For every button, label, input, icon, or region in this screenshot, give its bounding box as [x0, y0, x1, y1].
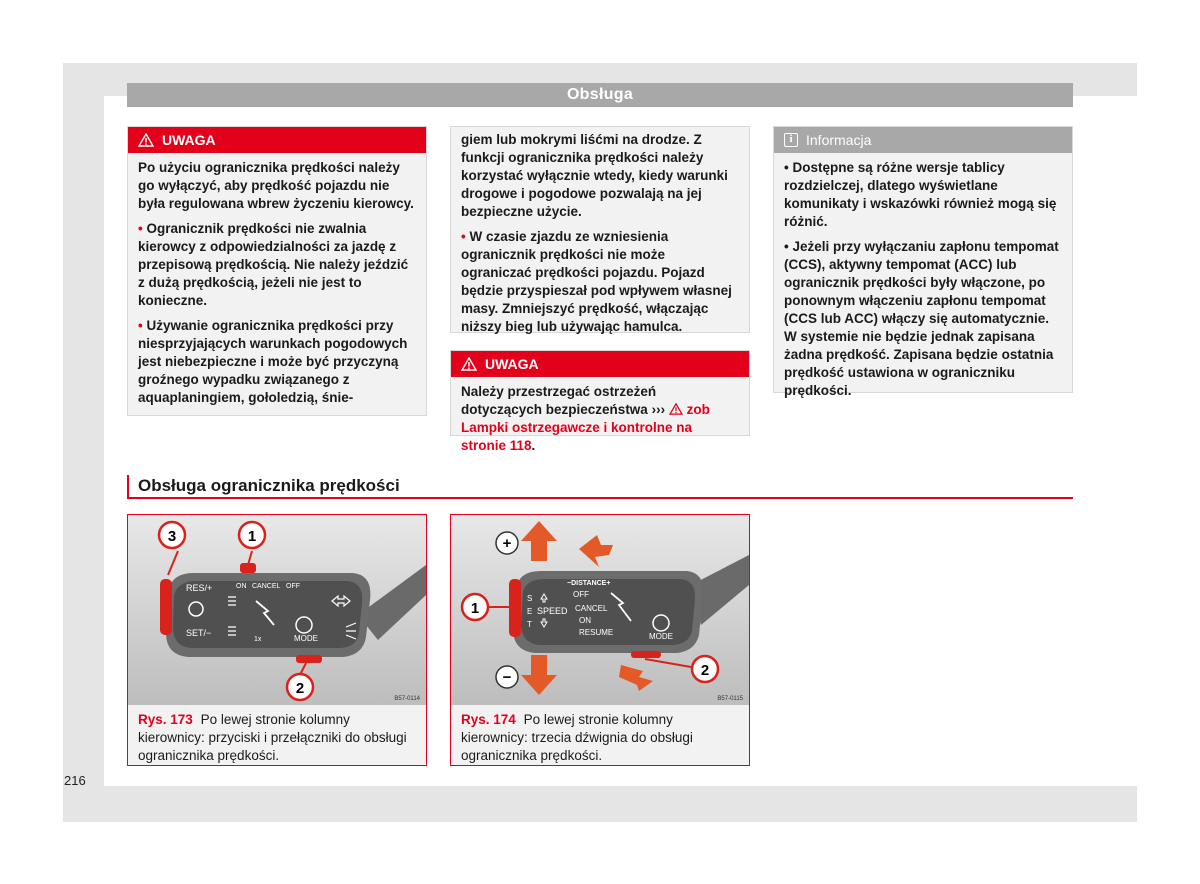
- label-1x: 1x: [254, 636, 262, 643]
- warning-paragraph: • W czasie zjazdu ze wzniesienia ogranicznik prędkości nie może ograniczać prędkości pojazdu. Pojazd będzie przyspieszał pod wpływem własnej masy. Zmniejszyć prędkość, włączając niższy bieg lub używając hamulca.: [461, 229, 732, 334]
- warning-lamps-link[interactable]: zob Lampki ostrzegawcze i kontrolne na stronie 118: [461, 402, 710, 453]
- svg-text:1: 1: [470, 600, 480, 617]
- info-paragraph: • Dostępne są różne wersje tablicy rozdzielczej, dlatego wyświetlane komunikaty i wskazówki również mogą się różnić.: [784, 160, 1057, 229]
- figure-code: B57-0114: [394, 696, 420, 702]
- lever-diagram-174: [451, 515, 749, 705]
- info-box: [773, 126, 1073, 398]
- figure-caption: [128, 705, 426, 765]
- info-header: [774, 127, 1072, 153]
- label-mode: MODE: [649, 632, 673, 641]
- warning-paragraph: • Używanie ogranicznika prędkości przy niesprzyjających warunkach pogodowych jest niebezpieczne i może być przyczyną groźnego wypadku związanego z aquaplaningiem, gołoledzią, śnie-: [138, 318, 408, 405]
- warning-paragraph: • Ogranicznik prędkości nie zwalnia kierowcy z odpowiedzialności za jazdę z przepisową prędkością. Nie należy jeździć z dużą prędkością, jeżeli nie jest to konieczne.: [138, 221, 409, 308]
- lever-diagram-173: [128, 515, 426, 705]
- subsection-title: Obsługa ogranicznika prędkości: [127, 475, 1073, 499]
- warning-triangle-icon: [461, 357, 477, 371]
- label-resume: RESUME: [579, 628, 614, 637]
- svg-text:2: 2: [700, 662, 710, 679]
- label-s: S: [527, 594, 533, 603]
- warning-paragraph: Po użyciu ogranicznika prędkości należy go wyłączyć, aby prędkość pojazdu nie była regulowana wbrew życzeniu kierowcy.: [138, 160, 414, 211]
- figure-ref: Rys. 174: [461, 712, 516, 727]
- label-t: T: [527, 620, 532, 629]
- svg-text:−: −: [502, 669, 512, 686]
- caption-text: Po lewej stronie kolumny kierownicy: trzecia dźwignia do obsługi ogranicznika prędkości.: [461, 712, 693, 763]
- svg-text:+: +: [502, 535, 512, 552]
- label-distance: −DISTANCE+: [567, 580, 611, 587]
- figure-173: [127, 514, 427, 766]
- warning-box-1: [127, 126, 427, 416]
- callout-1: [239, 522, 265, 548]
- page-number: 216: [64, 773, 86, 788]
- label-e: E: [527, 607, 533, 616]
- svg-text:3: 3: [167, 528, 177, 545]
- figure-174: [450, 514, 750, 766]
- callout-2: [287, 674, 313, 700]
- caption-text: Po lewej stronie kolumny kierownicy: przyciski i przełączniki do obsługi ogranicznika prędkości.: [138, 712, 407, 763]
- label-off: OFF: [286, 583, 300, 590]
- section-title: Obsługa: [127, 83, 1073, 107]
- warning-header-label: UWAGA: [162, 132, 216, 148]
- label-off: OFF: [573, 590, 589, 599]
- label-set: SET/−: [186, 628, 212, 638]
- warning-triangle-icon: [138, 133, 154, 147]
- warning-paragraph: Należy przestrzegać ostrzeżeń dotyczących bezpieczeństwa ››› zob Lampki ostrzegawcze i kontrolne na stronie 118.: [461, 384, 710, 453]
- label-cancel: CANCEL: [575, 604, 608, 613]
- warning-paragraph: giem lub mokrymi liśćmi na drodze. Z funkcji ogranicznika prędkości należy korzystać wyłącznie wtedy, kiedy warunki drogowe i pogodowe pozwalają na jej bezpieczne użycie.: [461, 132, 728, 219]
- bullet-icon: •: [138, 221, 143, 236]
- label-speed: SPEED: [537, 606, 568, 616]
- info-paragraph: • Jeżeli przy wyłączaniu zapłonu tempomat (CCS), aktywny tempomat (ACC) lub ogranicznik prędkości były włączone, po ponownym włączeniu zapłonu tempomat (CCS lub ACC) włączy się automatycznie. W systemie nie będzie jednak zapisana żadna prędkość. Zapisana będzie ostatnia prędkość ustawiona w ograniczniku prędkości.: [784, 239, 1059, 398]
- bullet-icon: •: [138, 318, 143, 333]
- warning-box-1-continued: [450, 126, 750, 333]
- button-3-red: [160, 579, 172, 635]
- label-mode: MODE: [294, 634, 318, 643]
- label-on: ON: [579, 616, 591, 625]
- warning-box-2: [450, 350, 750, 453]
- label-on: ON: [236, 583, 247, 590]
- minus-callout: [496, 666, 518, 688]
- warning-header: [128, 127, 426, 153]
- warning-header: [451, 351, 749, 377]
- warning-header-label: UWAGA: [485, 356, 539, 372]
- figure-ref: Rys. 173: [138, 712, 193, 727]
- lever-switch-red: [631, 651, 661, 658]
- callout-1: [462, 594, 488, 620]
- plus-callout: [496, 532, 518, 554]
- label-res: RES/+: [186, 583, 213, 593]
- warning-triangle-icon: [669, 403, 683, 415]
- info-icon: i: [784, 133, 798, 147]
- callout-2: [692, 656, 718, 682]
- bullet-icon: •: [461, 229, 466, 244]
- switch-2-red: [296, 655, 322, 663]
- svg-text:1: 1: [247, 528, 257, 545]
- info-header-label: Informacja: [806, 132, 872, 148]
- callout-3: [159, 522, 185, 548]
- svg-text:2: 2: [295, 680, 305, 697]
- figure-caption: [451, 705, 749, 765]
- figure-code: B57-0115: [717, 696, 743, 702]
- label-cancel: CANCEL: [252, 583, 281, 590]
